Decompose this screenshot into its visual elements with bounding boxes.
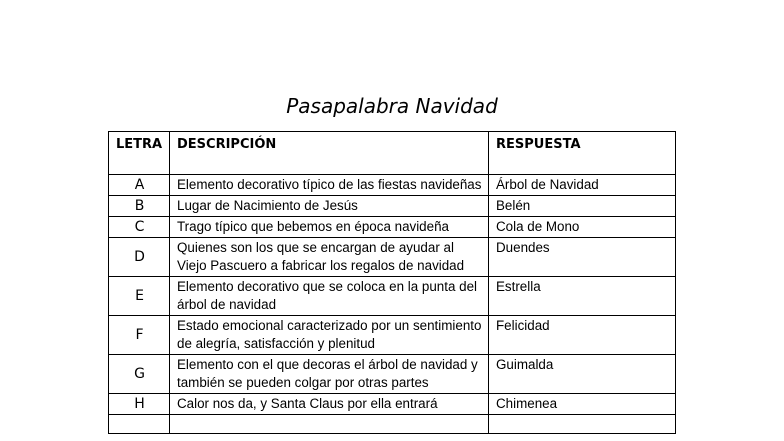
table-row <box>109 316 676 355</box>
table-header-row <box>109 132 676 175</box>
table-row <box>109 217 676 238</box>
row-answer: Estrella <box>489 277 676 316</box>
table-row <box>109 238 676 277</box>
row-letter: A <box>109 175 170 196</box>
row-letter: G <box>109 355 170 394</box>
table-row-partial <box>109 415 676 434</box>
table-row <box>109 394 676 415</box>
header-description: DESCRIPCIÓN <box>170 132 489 175</box>
row-description: Elemento decorativo típico de las fiestas navideñas <box>170 175 489 196</box>
row-letter: C <box>109 217 170 238</box>
table-row <box>109 355 676 394</box>
table-row <box>109 196 676 217</box>
table-row <box>109 277 676 316</box>
row-letter-empty <box>109 415 170 434</box>
table-row <box>109 175 676 196</box>
row-letter: E <box>109 277 170 316</box>
row-description-empty <box>170 415 489 434</box>
row-description: Elemento decorativo que se coloca en la punta del árbol de navidad <box>170 277 489 316</box>
header-answer: RESPUESTA <box>489 132 676 175</box>
row-description: Calor nos da, y Santa Claus por ella entrará <box>170 394 489 415</box>
row-description: Elemento con el que decoras el árbol de navidad y también se pueden colgar por otras partes <box>170 355 489 394</box>
pasapalabra-table <box>108 131 676 434</box>
row-description: Quienes son los que se encargan de ayudar al Viejo Pascuero a fabricar los regalos de navidad <box>170 238 489 277</box>
row-answer: Felicidad <box>489 316 676 355</box>
row-letter: F <box>109 316 170 355</box>
row-letter: B <box>109 196 170 217</box>
row-answer: Duendes <box>489 238 676 277</box>
row-answer: Belén <box>489 196 676 217</box>
row-description: Estado emocional caracterizado por un sentimiento de alegría, satisfacción y plenitud <box>170 316 489 355</box>
row-answer: Árbol de Navidad <box>489 175 676 196</box>
row-description: Trago típico que bebemos en época navideña <box>170 217 489 238</box>
page-title: Pasapalabra Navidad <box>286 94 498 118</box>
row-description: Lugar de Nacimiento de Jesús <box>170 196 489 217</box>
row-answer-empty <box>489 415 676 434</box>
row-answer: Chimenea <box>489 394 676 415</box>
row-answer: Guimalda <box>489 355 676 394</box>
row-letter: D <box>109 238 170 277</box>
row-answer: Cola de Mono <box>489 217 676 238</box>
row-letter: H <box>109 394 170 415</box>
header-letter: LETRA <box>109 132 170 175</box>
